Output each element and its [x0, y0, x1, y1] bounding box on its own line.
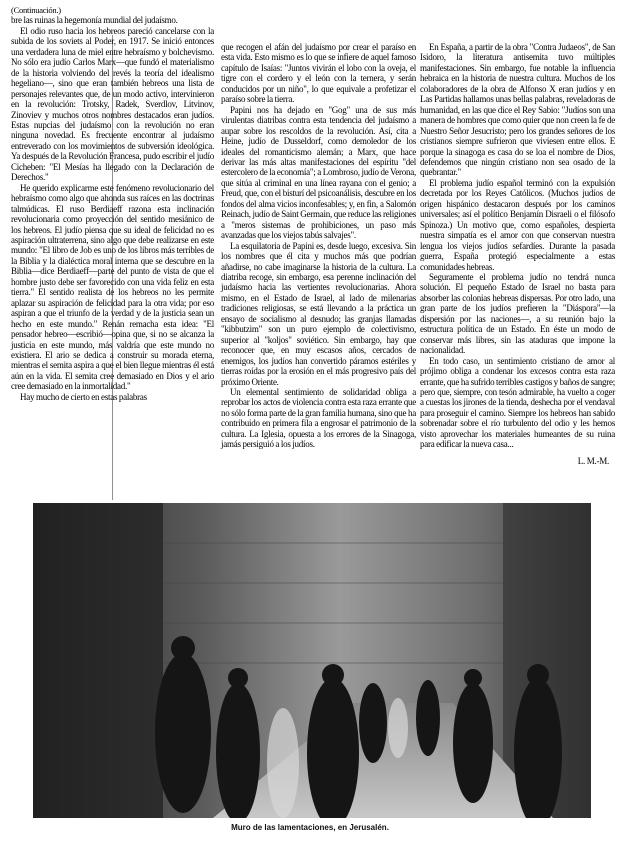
- article-column-1: [11, 5, 214, 402]
- photo-wailing-wall: [33, 503, 591, 818]
- paragraph: Un elemental sentimiento de solidaridad obliga a reprobar los actos de violencia contra esta raza errante que no sólo forma parte de la gran familia humana, sino que ha contribuido en primera fila a engrosar el patrimonio de la cultura. La Iglesia, opuesta a los errores de la Sinagoga, jamás persiguió a los judíos.: [221, 386, 416, 450]
- article-column-2: [221, 42, 416, 450]
- paragraph: El odio ruso hacia los hebreos pareció cancelarse con la subida de los soviets al Poder, en 1917. Se inició entonces una verdadera luna de miel entre hebraísmo y bolchevismo. No sólo era judío Carlos Marx—que fundó el materialismo de la historia volviendo del revés la teoría del idealismo hegeliano—, sino que eran también hebreos una lista de personajes relevantes que, de un modo activo, intervinieron en la revolución: Trotsky, Radek, Sverdlov, Litvinov, Zinoviev y muchos otros nombres destacados eran judíos. Estas nupcias del judaísmo con la revolución no eran ninguna novedad. Es frecuente encontrar al judaísmo entreverado con los movimientos de subversión ideológica. Ya después de la Revolución Francesa, pudo escribir el judío Cicheben: "El Mesías ha llegado con la Declaración de Derechos.": [11, 25, 214, 183]
- paragraph: En España, a partir de la obra "Contra Judaeos", de San Isidoro, la literatura antisemita tuvo múltiples manifestaciones. Sin embargo, fue notable la influencia hebraica en la historia de nuestra cultura. Muchos de los colaboradores de la obra de Alfonso X eran judíos y en Las Partidas hallamos unas bellas palabras, reveladoras de humanidad, en las que dice el Rey Sabio: "Judíos son una manera de hombres que como quier que non creen la fe de Nuestro Señor Jesucristo; pero los grandes señores de los cristianos siempre sufrieron que viviesen entre ellos. E porque la sinagoga es casa do se loa el nombre de Dios, defendemos que ningún cristiano non sea osado de la quebrantar.": [420, 42, 615, 178]
- paragraph: que recogen el afán del judaísmo por crear el paraíso en esta vida. Esto mismo es lo que se infiere de aquel famoso capítulo de Isaías: "Juntos vivirán el lobo con la oveja, el tigre con el cordero y el león con la ternera, y serán conducidos por un niño", lo que equivale a profetizar el paraíso sobre la tierra.: [221, 42, 416, 105]
- paragraph: bre las ruinas la hegemonía mundial del judaísmo.: [11, 15, 178, 26]
- paragraph: La esquilatoria de Papini es, desde luego, excesiva. Sin los nombres que él cita y muchos más que podrían añadirse, no cabe imaginarse la historia de la cultura. La diatriba recoge, sin embargo, esa perenne inclinación del judaísmo hacia las vertientes revolucionarias. Ahora mismo, en el Estado de Israel, al lado de milenarias tradiciones religiosas, se está llevando a la práctica un ensayo de socialismo al desnudo; las granjas llamadas "kibbutzim" son un puro ejemplo de colectivismo, superior al "koljos" soviético. Sin embargo, hay que reconocer que, en muy escasos años, cercados de enemigos, los judíos han convertido páramos estériles y tierras roídas por la erosión en el más progresivo país del próximo Oriente.: [221, 240, 416, 387]
- paragraph: El problema judío español terminó con la expulsión decretada por los Reyes Católicos. (Muchos judíos de origen hispánico destacaron después por los caminos universales; así el político Benjamín Disraeli o el filósofo Spinoza.) Un motivo que, como españoles, despierta nuestra simpatía es el amor con que conservan nuestra lengua los viejos judíos sefardíes. Durante la pasada guerra, España protegió especialmente a estas comunidades hebreas.: [420, 177, 615, 272]
- photo-caption: Muro de las lamentaciones, en Jerusalén.: [231, 823, 389, 832]
- article-column-3: [420, 42, 615, 466]
- author-signature: L. M.-M.: [577, 455, 609, 466]
- paragraph: En todo caso, un sentimiento cristiano de amor al prójimo obliga a condenar los excesos contra esta raza errante, que ha sufrido terribles castigos y baños de sangre; pero que, siempre, con tesón admirable, ha vuelto a coger a cuestas los jirones de la tienda, deshecha por el vendaval para proseguir el camino. Siempre los hebreos han sabido sobrenadar sobre el río turbulento del odio y les hemos visto aprovechar los materiales humeantes de su ruina para edificar la nueva casa...: [420, 355, 615, 450]
- paragraph: Hay mucho de cierto en estas palabras: [20, 391, 147, 402]
- paragraph: Papini nos ha dejado en "Gog" una de sus más virulentas diatribas contra esta tendencia del judaísmo a aupar sobre los rescoldos de la revolución. Así, cita a Heine, judío de Dusseldorf, como demoledor de los ideales del romanticismo alemán; a Marx, que hace derivar las más altas manifestaciones del espíritu "del estercolero de la economía"; a Lombroso, judío de Verona, que sitúa al criminal en una línea rayana con el genio; a Freud, que, con el bisturí del psicoanálisis, descubre en los fondos del alma vicios inconfesables; y, en fin, a Salomón Reinach, judío de Saint Germain, que reduce las religiones a "meros sistemas de prohibiciones, un paso más avanzadas que los viejos tabús salvajes".: [221, 104, 416, 241]
- paragraph: He querido explicarme este fenómeno revolucionario del hebraísmo como algo que ahonda sus raíces en las doctrinas talmúdicas. El ruso Berdiaeff razona esta inclinación revolucionaria como proyección del sentido mesiánico de los hebreos. El judío piensa que su ideal de felicidad no es aspiración ultraterrena, sino algo que debe realizarse en este mundo: "El libro de Job es uno de los libros más terribles de la Biblia y la dialéctica moral interna que se descubre en la Biblia—dice Berdiaeff—parte del punto de vista de que el hombre justo debe ser favorecido con una vida feliz en esta tierra." El sentido realista de los hebreos no les permite aplazar su aspiración de felicidad para la otra vida; por eso aspiran a que el triunfo de la verdad y de la justicia sean un hecho en este mundo." Renán remacha esta idea: "El pensador hebreo—escribió—opina que, si no se alcanza la justicia en este mundo, más valdría que este mundo no existiera. El ario se dedica a construir su morada eterna, mientras el semita aspira a que el bien llegue mientras él está aún en la vida. El semita cree demasiado en Dios y el ario cree demasiado en la inmortalidad.": [11, 182, 214, 392]
- continuation-label: (Continuación.): [11, 5, 61, 15]
- photo-image: [33, 503, 591, 818]
- paragraph: Seguramente el problema judío no tendrá nunca solución. El pequeño Estado de Israel no basta para absorber las colonias hebreas dispersas. Por otro lado, una gran parte de los judíos prefieren la "Diáspora"—la dispersión por las naciones—, a su reunión bajo la estructura política de un Estado. En éste un modo de conservar más libres, sin las ataduras que impone la nacionalidad.: [420, 271, 615, 356]
